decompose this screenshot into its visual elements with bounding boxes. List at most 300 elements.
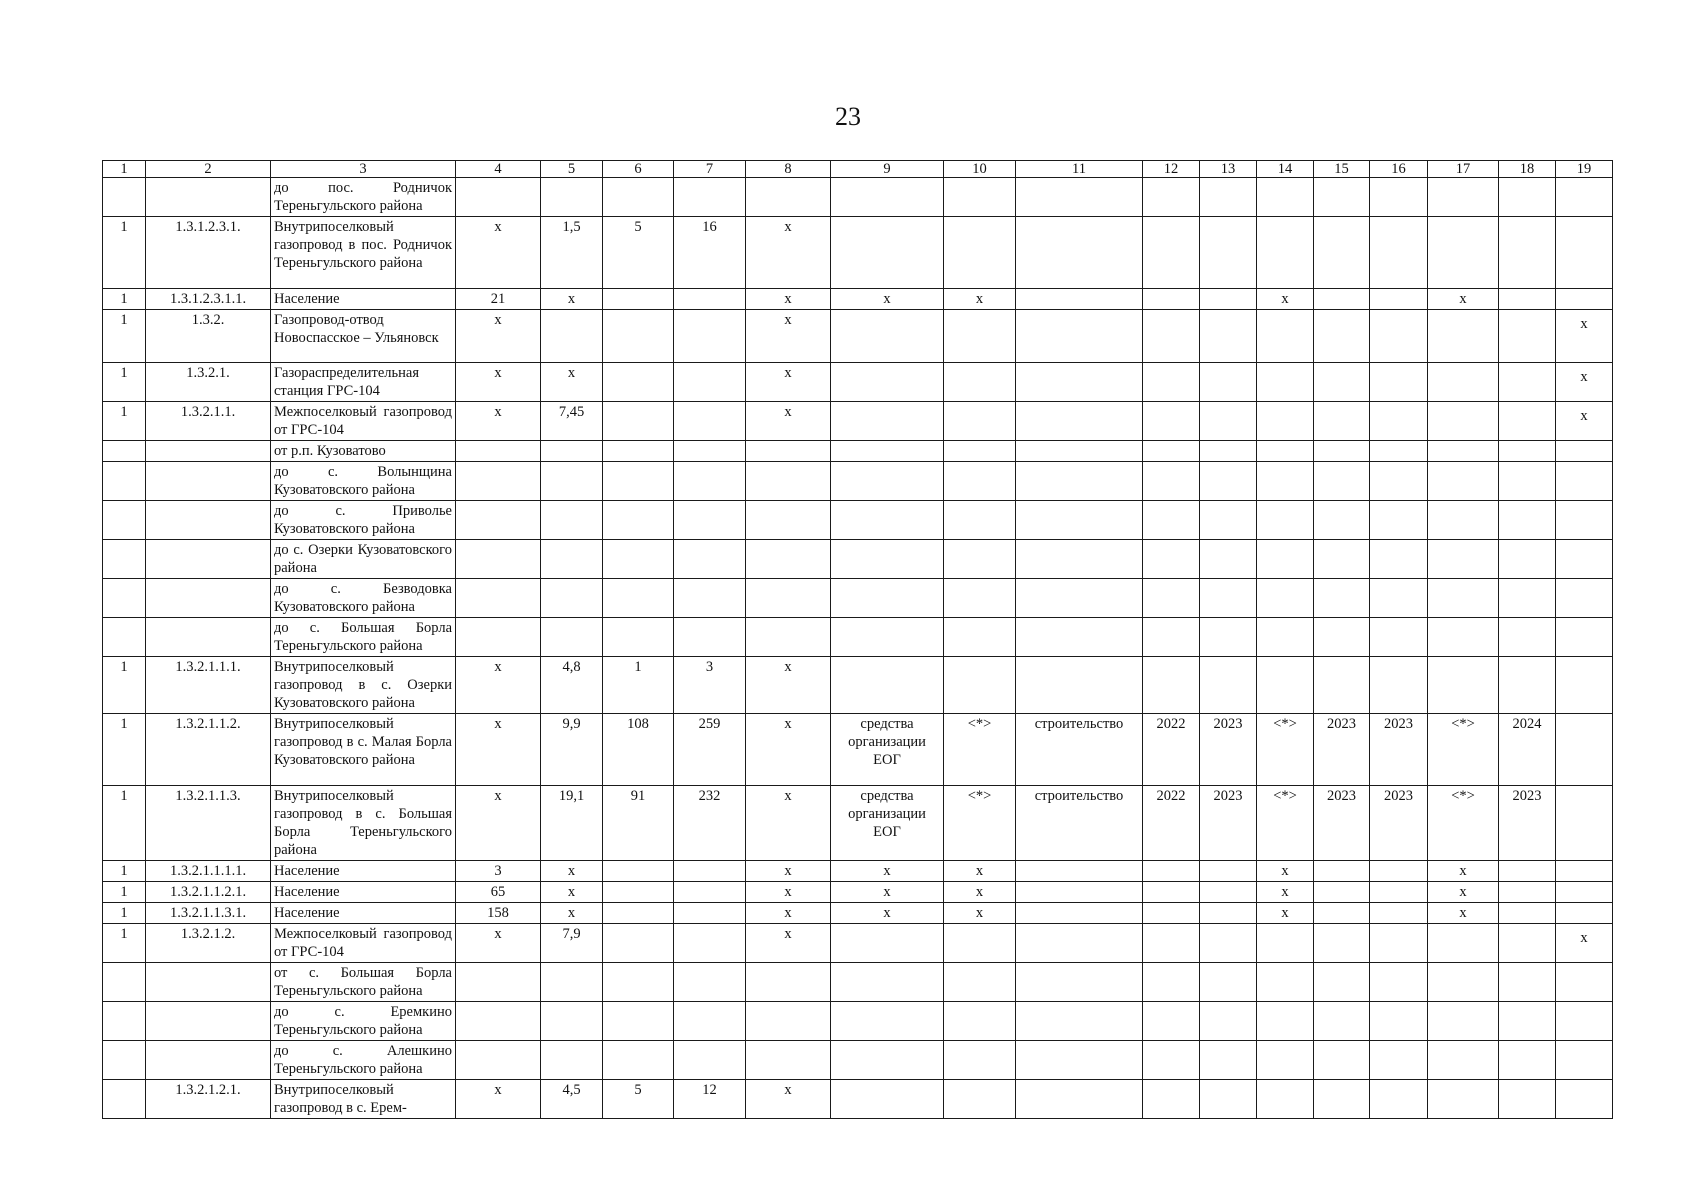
table-cell-col-11 — [1016, 217, 1143, 289]
table-cell-col-18 — [1499, 402, 1556, 441]
table-cell-col-6: 108 — [603, 714, 674, 786]
table-cell-col-6 — [603, 1041, 674, 1080]
table-cell-col-11 — [1016, 861, 1143, 882]
table-cell-col-3: Население — [271, 289, 456, 310]
table-cell-col-13 — [1200, 924, 1257, 963]
column-number: 7 — [674, 161, 746, 178]
table-cell-col-14 — [1257, 1080, 1314, 1119]
table-cell-col-9 — [831, 1002, 944, 1041]
table-cell-col-5 — [541, 1002, 603, 1041]
table-cell-col-19 — [1556, 540, 1613, 579]
table-cell-col-8 — [746, 1002, 831, 1041]
table-cell-col-3: до с. Безводовка Кузоватовского района — [271, 579, 456, 618]
table-cell-col-11 — [1016, 963, 1143, 1002]
table-cell-col-4: х — [456, 714, 541, 786]
table-cell-col-6 — [603, 363, 674, 402]
table-cell-col-8: х — [746, 924, 831, 963]
table-cell-col-4: х — [456, 363, 541, 402]
table-cell-col-4 — [456, 1041, 541, 1080]
table-cell-col-4: х — [456, 1080, 541, 1119]
table-cell-col-4 — [456, 618, 541, 657]
table-cell-col-8: х — [746, 903, 831, 924]
table-cell-col-8 — [746, 501, 831, 540]
table-cell-col-15 — [1314, 882, 1370, 903]
table-cell-col-15 — [1314, 963, 1370, 1002]
table-cell-col-5: х — [541, 903, 603, 924]
table-cell-col-7: 12 — [674, 1080, 746, 1119]
table-cell-col-9 — [831, 618, 944, 657]
table-cell-col-10 — [944, 363, 1016, 402]
table-cell-col-5 — [541, 579, 603, 618]
table-cell-col-12 — [1143, 924, 1200, 963]
table-cell-col-1 — [103, 963, 146, 1002]
table-cell-col-8: х — [746, 310, 831, 363]
table-row — [103, 1080, 1613, 1119]
table-cell-col-4: х — [456, 402, 541, 441]
table-cell-col-15 — [1314, 1041, 1370, 1080]
table-cell-col-9 — [831, 402, 944, 441]
table-cell-col-5: х — [541, 882, 603, 903]
table-cell-col-9 — [831, 310, 944, 363]
table-cell-col-15 — [1314, 924, 1370, 963]
table-cell-col-3: Население — [271, 882, 456, 903]
table-row — [103, 540, 1613, 579]
table-cell-col-13 — [1200, 1041, 1257, 1080]
table-cell-col-17 — [1428, 217, 1499, 289]
table-cell-col-11: строительство — [1016, 786, 1143, 861]
table-cell-col-12 — [1143, 289, 1200, 310]
table-cell-col-2 — [146, 1002, 271, 1041]
table-cell-col-5 — [541, 310, 603, 363]
table-cell-col-3: до с. Алешкино Тереньгульского района — [271, 1041, 456, 1080]
table-row — [103, 178, 1613, 217]
table-cell-col-19 — [1556, 501, 1613, 540]
table-cell-col-4 — [456, 462, 541, 501]
table-cell-col-1: 1 — [103, 402, 146, 441]
table-cell-col-16 — [1370, 501, 1428, 540]
table-cell-col-2 — [146, 462, 271, 501]
table-cell-col-6 — [603, 882, 674, 903]
table-cell-col-16 — [1370, 657, 1428, 714]
table-cell-col-18 — [1499, 882, 1556, 903]
table-cell-col-11 — [1016, 441, 1143, 462]
table-cell-col-5 — [541, 963, 603, 1002]
table-cell-col-18: 2024 — [1499, 714, 1556, 786]
table-cell-col-9: х — [831, 903, 944, 924]
table-cell-col-19 — [1556, 289, 1613, 310]
table-cell-col-15 — [1314, 579, 1370, 618]
table-cell-col-18 — [1499, 310, 1556, 363]
table-cell-col-16 — [1370, 903, 1428, 924]
table-cell-col-12 — [1143, 579, 1200, 618]
table-cell-col-10: х — [944, 882, 1016, 903]
table-cell-col-7 — [674, 363, 746, 402]
table-cell-col-3: Внутрипоселковый газопровод в с. Озерки Кузоватовского района — [271, 657, 456, 714]
table-cell-col-19 — [1556, 903, 1613, 924]
table-cell-col-2: 1.3.1.2.3.1. — [146, 217, 271, 289]
table-cell-col-18 — [1499, 1080, 1556, 1119]
table-cell-col-12 — [1143, 501, 1200, 540]
table-cell-col-13 — [1200, 903, 1257, 924]
table-cell-col-11 — [1016, 1002, 1143, 1041]
table-cell-col-11: строительство — [1016, 714, 1143, 786]
table-cell-col-8: х — [746, 861, 831, 882]
table-cell-col-14 — [1257, 579, 1314, 618]
table-cell-col-15 — [1314, 618, 1370, 657]
table-cell-col-19 — [1556, 963, 1613, 1002]
table-cell-col-9: х — [831, 882, 944, 903]
table-cell-col-6 — [603, 618, 674, 657]
table-cell-col-16 — [1370, 1002, 1428, 1041]
table-cell-col-7 — [674, 462, 746, 501]
table-cell-col-5 — [541, 540, 603, 579]
table-cell-col-11 — [1016, 402, 1143, 441]
table-row — [103, 289, 1613, 310]
table-cell-col-8: х — [746, 217, 831, 289]
table-cell-col-19 — [1556, 1041, 1613, 1080]
table-cell-col-12 — [1143, 363, 1200, 402]
table-cell-col-2: 1.3.2.1.2. — [146, 924, 271, 963]
table-cell-col-7 — [674, 861, 746, 882]
table-cell-col-17 — [1428, 462, 1499, 501]
table-cell-col-15 — [1314, 1002, 1370, 1041]
table-cell-col-17 — [1428, 540, 1499, 579]
page-number: 23 — [835, 102, 861, 131]
table-cell-col-18 — [1499, 861, 1556, 882]
table-cell-col-9 — [831, 1080, 944, 1119]
table-header-row — [103, 161, 1613, 178]
table-cell-col-17 — [1428, 963, 1499, 1002]
table-cell-col-6 — [603, 402, 674, 441]
table-cell-col-5 — [541, 1041, 603, 1080]
table-cell-col-11 — [1016, 882, 1143, 903]
table-cell-col-8: х — [746, 786, 831, 861]
table-cell-col-4: 158 — [456, 903, 541, 924]
table-cell-col-15: 2023 — [1314, 786, 1370, 861]
table-cell-col-16 — [1370, 178, 1428, 217]
table-cell-col-3: до пос. Родничок Тереньгульского района — [271, 178, 456, 217]
table-cell-col-12 — [1143, 402, 1200, 441]
table-cell-col-15 — [1314, 462, 1370, 501]
table-cell-col-19 — [1556, 1080, 1613, 1119]
table-cell-col-13 — [1200, 540, 1257, 579]
table-cell-col-5: х — [541, 861, 603, 882]
table-cell-col-18 — [1499, 1041, 1556, 1080]
table-cell-col-2: 1.3.2.1.1.1. — [146, 657, 271, 714]
table-cell-col-1: 1 — [103, 714, 146, 786]
table-cell-col-17: х — [1428, 861, 1499, 882]
table-cell-col-17 — [1428, 402, 1499, 441]
table-cell-col-8: х — [746, 363, 831, 402]
table-cell-col-2: 1.3.2.1.1.1.1. — [146, 861, 271, 882]
table-cell-col-18 — [1499, 178, 1556, 217]
table-cell-col-4 — [456, 501, 541, 540]
program-table — [102, 160, 1613, 1119]
table-cell-col-15 — [1314, 441, 1370, 462]
table-cell-col-1: 1 — [103, 786, 146, 861]
table-cell-col-5: х — [541, 289, 603, 310]
table-cell-col-1 — [103, 441, 146, 462]
table-cell-col-17 — [1428, 1080, 1499, 1119]
table-cell-col-15 — [1314, 217, 1370, 289]
table-cell-col-6 — [603, 289, 674, 310]
table-cell-col-11 — [1016, 462, 1143, 501]
table-cell-col-14 — [1257, 178, 1314, 217]
table-cell-col-6 — [603, 462, 674, 501]
table-cell-col-19 — [1556, 217, 1613, 289]
table-cell-col-10: х — [944, 861, 1016, 882]
table-cell-col-16 — [1370, 402, 1428, 441]
table-cell-col-11 — [1016, 618, 1143, 657]
column-number: 5 — [541, 161, 603, 178]
table-cell-col-13 — [1200, 501, 1257, 540]
table-cell-col-16 — [1370, 882, 1428, 903]
table-cell-col-1 — [103, 1041, 146, 1080]
table-cell-col-13 — [1200, 462, 1257, 501]
table-cell-col-11 — [1016, 579, 1143, 618]
table-cell-col-7 — [674, 618, 746, 657]
table-cell-col-11 — [1016, 501, 1143, 540]
table-cell-col-14 — [1257, 924, 1314, 963]
table-cell-col-10 — [944, 462, 1016, 501]
table-cell-col-2: 1.3.2. — [146, 310, 271, 363]
table-cell-col-17: <*> — [1428, 786, 1499, 861]
table-cell-col-3: до с. Озерки Кузоватовского района — [271, 540, 456, 579]
table-cell-col-17 — [1428, 924, 1499, 963]
table-cell-col-18 — [1499, 363, 1556, 402]
table-cell-col-13 — [1200, 217, 1257, 289]
table-cell-col-3: Внутрипоселковый газопровод в с. Малая Борла Кузоватовского района — [271, 714, 456, 786]
table-cell-col-2 — [146, 963, 271, 1002]
table-cell-col-5: 9,9 — [541, 714, 603, 786]
table-cell-col-14 — [1257, 963, 1314, 1002]
table-cell-col-1: 1 — [103, 882, 146, 903]
column-number: 15 — [1314, 161, 1370, 178]
table-cell-col-1 — [103, 1002, 146, 1041]
table-cell-col-7 — [674, 402, 746, 441]
table-cell-col-12: 2022 — [1143, 714, 1200, 786]
table-cell-col-14 — [1257, 1041, 1314, 1080]
table-cell-col-13 — [1200, 1002, 1257, 1041]
table-cell-col-12 — [1143, 861, 1200, 882]
table-cell-col-19: х — [1556, 363, 1613, 402]
table-cell-col-19 — [1556, 579, 1613, 618]
table-cell-col-16 — [1370, 579, 1428, 618]
table-cell-col-7 — [674, 310, 746, 363]
table-cell-col-11 — [1016, 540, 1143, 579]
table-cell-col-18 — [1499, 924, 1556, 963]
table-cell-col-11 — [1016, 289, 1143, 310]
table-row — [103, 963, 1613, 1002]
table-cell-col-18: 2023 — [1499, 786, 1556, 861]
table-cell-col-1: 1 — [103, 903, 146, 924]
table-cell-col-8: х — [746, 289, 831, 310]
table-cell-col-14 — [1257, 402, 1314, 441]
table-cell-col-1: 1 — [103, 861, 146, 882]
table-cell-col-8 — [746, 462, 831, 501]
table-row — [103, 462, 1613, 501]
table-cell-col-10: х — [944, 903, 1016, 924]
table-cell-col-7 — [674, 501, 746, 540]
table-cell-col-14: х — [1257, 903, 1314, 924]
table-cell-col-11 — [1016, 310, 1143, 363]
table-cell-col-10: <*> — [944, 714, 1016, 786]
table-cell-col-9 — [831, 441, 944, 462]
table-cell-col-10 — [944, 924, 1016, 963]
table-cell-col-16 — [1370, 924, 1428, 963]
table-cell-col-17 — [1428, 441, 1499, 462]
table-cell-col-17 — [1428, 657, 1499, 714]
table-cell-col-1 — [103, 462, 146, 501]
table-row — [103, 441, 1613, 462]
table-cell-col-13 — [1200, 289, 1257, 310]
table-cell-col-13 — [1200, 363, 1257, 402]
table-cell-col-6 — [603, 310, 674, 363]
table-cell-col-8: х — [746, 1080, 831, 1119]
table-cell-col-3: Межпоселковый газопровод от ГРС-104 — [271, 924, 456, 963]
table-cell-col-13 — [1200, 861, 1257, 882]
table-cell-col-4 — [456, 540, 541, 579]
table-cell-col-8 — [746, 441, 831, 462]
table-row — [103, 579, 1613, 618]
table-cell-col-6: 5 — [603, 217, 674, 289]
table-cell-col-5: 19,1 — [541, 786, 603, 861]
table-cell-col-3: Межпоселковый газопровод от ГРС-104 — [271, 402, 456, 441]
table-cell-col-12 — [1143, 618, 1200, 657]
table-cell-col-5 — [541, 441, 603, 462]
table-cell-col-13 — [1200, 402, 1257, 441]
table-cell-col-12: 2022 — [1143, 786, 1200, 861]
column-number: 2 — [146, 161, 271, 178]
table-cell-col-10 — [944, 501, 1016, 540]
table-cell-col-4 — [456, 441, 541, 462]
table-cell-col-10 — [944, 178, 1016, 217]
table-cell-col-19: х — [1556, 310, 1613, 363]
table-cell-col-6 — [603, 501, 674, 540]
table-cell-col-13 — [1200, 882, 1257, 903]
table-cell-col-14: х — [1257, 861, 1314, 882]
table-cell-col-4 — [456, 963, 541, 1002]
table-cell-col-6 — [603, 540, 674, 579]
table-cell-col-5 — [541, 618, 603, 657]
table-cell-col-18 — [1499, 1002, 1556, 1041]
table-cell-col-1 — [103, 540, 146, 579]
table-cell-col-13 — [1200, 963, 1257, 1002]
table-cell-col-6: 1 — [603, 657, 674, 714]
table-cell-col-2: 1.3.2.1.1.2. — [146, 714, 271, 786]
table-cell-col-7 — [674, 178, 746, 217]
table-cell-col-18 — [1499, 963, 1556, 1002]
table-cell-col-2: 1.3.1.2.3.1.1. — [146, 289, 271, 310]
table-cell-col-9 — [831, 540, 944, 579]
table-cell-col-17 — [1428, 1002, 1499, 1041]
table-cell-col-5: х — [541, 363, 603, 402]
table-cell-col-17 — [1428, 618, 1499, 657]
table-cell-col-1 — [103, 618, 146, 657]
table-cell-col-15 — [1314, 1080, 1370, 1119]
table-cell-col-3: Газораспределительная станция ГРС-104 — [271, 363, 456, 402]
table-cell-col-10: <*> — [944, 786, 1016, 861]
table-cell-col-17 — [1428, 579, 1499, 618]
table-cell-col-16 — [1370, 441, 1428, 462]
table-cell-col-3: Внутрипоселковый газопровод в с. Ерем- — [271, 1080, 456, 1119]
table-cell-col-15 — [1314, 903, 1370, 924]
table-cell-col-2 — [146, 178, 271, 217]
table-cell-col-10 — [944, 540, 1016, 579]
table-cell-col-2: 1.3.2.1.1.3.1. — [146, 903, 271, 924]
table-cell-col-10 — [944, 963, 1016, 1002]
table-cell-col-10 — [944, 402, 1016, 441]
table-cell-col-7 — [674, 963, 746, 1002]
table-cell-col-17 — [1428, 501, 1499, 540]
table-cell-col-8 — [746, 1041, 831, 1080]
table-cell-col-5: 7,45 — [541, 402, 603, 441]
table-cell-col-11 — [1016, 903, 1143, 924]
table-cell-col-12 — [1143, 1002, 1200, 1041]
table-cell-col-7 — [674, 882, 746, 903]
table-cell-col-15 — [1314, 310, 1370, 363]
table-cell-col-3: Газопровод-отвод Новоспасское – Ульяновск — [271, 310, 456, 363]
table-cell-col-19 — [1556, 441, 1613, 462]
column-number: 19 — [1556, 161, 1613, 178]
table-cell-col-7: 259 — [674, 714, 746, 786]
table-cell-col-13 — [1200, 1080, 1257, 1119]
table-cell-col-18 — [1499, 289, 1556, 310]
table-cell-col-9: х — [831, 289, 944, 310]
table-cell-col-3: до с. Большая Борла Тереньгульского района — [271, 618, 456, 657]
table-cell-col-16 — [1370, 363, 1428, 402]
table-cell-col-19: х — [1556, 924, 1613, 963]
table-cell-col-2: 1.3.2.1.1.3. — [146, 786, 271, 861]
table-cell-col-7 — [674, 441, 746, 462]
table-cell-col-15 — [1314, 289, 1370, 310]
table-cell-col-18 — [1499, 217, 1556, 289]
table-row — [103, 363, 1613, 402]
table-cell-col-3: до с. Волынщина Кузоватовского района — [271, 462, 456, 501]
table-cell-col-9: х — [831, 861, 944, 882]
table-row — [103, 217, 1613, 289]
table-cell-col-2: 1.3.2.1.1. — [146, 402, 271, 441]
table-cell-col-18 — [1499, 462, 1556, 501]
table-cell-col-10 — [944, 217, 1016, 289]
table-cell-col-9 — [831, 657, 944, 714]
table-cell-col-15 — [1314, 178, 1370, 217]
table-cell-col-7: 3 — [674, 657, 746, 714]
column-number: 4 — [456, 161, 541, 178]
table-cell-col-8 — [746, 618, 831, 657]
table-cell-col-12 — [1143, 1080, 1200, 1119]
table-cell-col-12 — [1143, 1041, 1200, 1080]
table-cell-col-15 — [1314, 501, 1370, 540]
table-row — [103, 1041, 1613, 1080]
table-cell-col-17: х — [1428, 289, 1499, 310]
table-cell-col-6 — [603, 178, 674, 217]
table-cell-col-1 — [103, 501, 146, 540]
table-cell-col-17 — [1428, 178, 1499, 217]
table-cell-col-18 — [1499, 657, 1556, 714]
table-cell-col-4 — [456, 1002, 541, 1041]
table-cell-col-10 — [944, 1041, 1016, 1080]
table-cell-col-6 — [603, 924, 674, 963]
table-cell-col-14 — [1257, 441, 1314, 462]
table-cell-col-11 — [1016, 657, 1143, 714]
table-cell-col-3: от с. Большая Борла Тереньгульского района — [271, 963, 456, 1002]
table-cell-col-5: 7,9 — [541, 924, 603, 963]
table-row — [103, 924, 1613, 963]
table-cell-col-16 — [1370, 310, 1428, 363]
table-cell-col-12 — [1143, 903, 1200, 924]
table-cell-col-7 — [674, 1002, 746, 1041]
